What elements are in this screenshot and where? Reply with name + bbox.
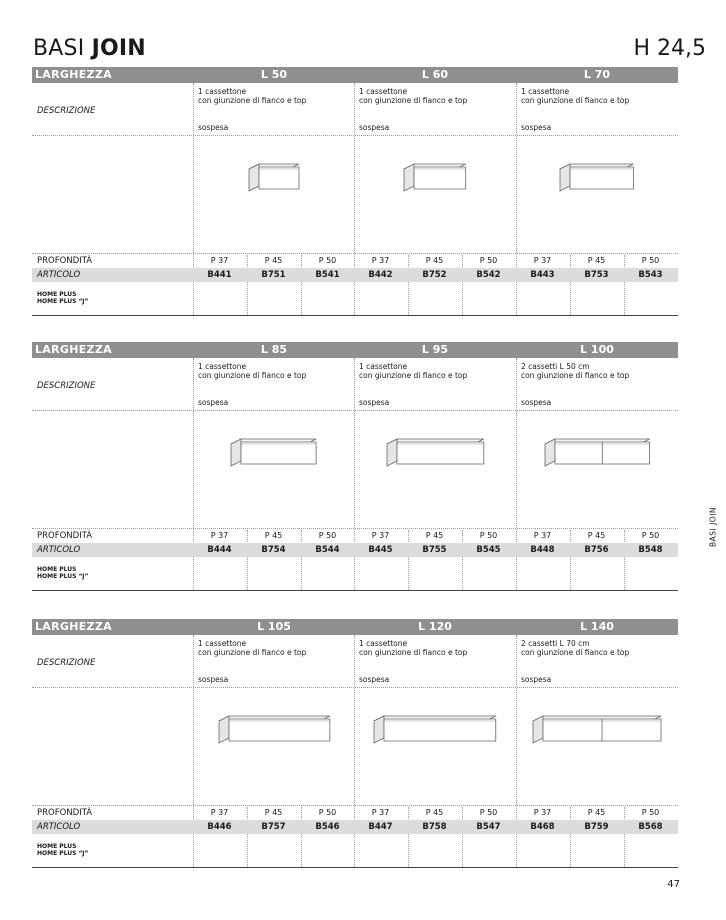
depth-cell: P 45 [587,808,606,817]
depth-cell: P 37 [371,808,390,817]
cabinet-drawing [516,714,678,774]
description-line-1: 1 cassettone [359,639,408,648]
article-code: B759 [584,822,609,832]
depth-cell: P 45 [587,531,606,540]
description-line-1: 2 cassetti L 50 cm [521,362,590,371]
description-line-1: 1 cassettone [198,639,247,648]
section-bottom-rule [32,590,678,591]
mount-type: sospesa [198,398,229,407]
description-line-1: 1 cassettone [359,87,408,96]
mount-type: sospesa [198,675,229,684]
divider-desc [32,410,678,411]
divider-desc [32,135,678,136]
section-header [32,67,678,83]
description-line-2: con giunzione di fianco e top [198,648,307,657]
profondita-label: PROFONDITÀ [37,256,93,266]
side-label [700,482,726,572]
cabinet-drawing-icon [402,162,468,195]
description-line-1: 2 cassetti L 70 cm [521,639,590,648]
cabinet-drawing [516,162,678,222]
depth-cell: P 50 [641,808,660,817]
description-line-1: 1 cassettone [198,87,247,96]
profondita-label: PROFONDITÀ [37,531,93,541]
mount-type: sospesa [521,398,552,407]
depth-cell: P 50 [318,531,337,540]
mount-type: sospesa [359,675,390,684]
page-title [33,36,146,61]
sub-divider [301,530,302,590]
cabinet-drawing-icon [385,437,486,470]
description-line-2: con giunzione di fianco e top [198,371,307,380]
article-code: B754 [261,545,286,555]
articolo-label: ARTICOLO [37,545,81,555]
depth-cell: P 37 [210,531,229,540]
larghezza-label: LARGHEZZA [35,620,112,633]
depth-cell: P 45 [587,256,606,265]
description-line-2: con giunzione di fianco e top [359,648,468,657]
profondita-label: PROFONDITÀ [37,808,93,818]
cabinet-drawing [193,162,355,222]
sub-divider [408,255,409,315]
descrizione-label: DESCRIZIONE [37,658,96,668]
article-code: B757 [261,822,286,832]
divider-desc [32,687,678,688]
sub-divider [301,807,302,867]
width-heading: L 85 [260,343,288,356]
sub-divider [247,530,248,590]
width-heading: L 95 [421,343,449,356]
depth-cell: P 37 [533,531,552,540]
table-section [32,67,678,317]
depth-cell: P 37 [371,531,390,540]
section-bottom-rule [32,315,678,316]
sub-divider [301,255,302,315]
descrizione-label: DESCRIZIONE [37,381,96,391]
width-heading: L 105 [257,620,291,633]
section-bottom-rule [32,867,678,868]
home-plus-label: HOME PLUS [37,566,77,573]
sub-divider [624,530,625,590]
article-code: B751 [261,270,286,280]
description-line-2: con giunzione di fianco e top [521,96,630,105]
depth-cell: P 37 [210,808,229,817]
article-code: B752 [422,270,447,280]
cabinet-drawing [354,162,516,222]
sub-divider [247,807,248,867]
depth-cell: P 45 [425,808,444,817]
article-code: B542 [476,270,501,280]
article-code: B443 [530,270,555,280]
article-code: B541 [315,270,340,280]
article-code: B547 [476,822,501,832]
cabinet-drawing [354,714,516,774]
depth-cell: P 37 [533,808,552,817]
larghezza-label: LARGHEZZA [35,68,112,81]
article-code: B446 [207,822,232,832]
depth-cell: P 45 [264,256,283,265]
depth-cell: P 50 [318,256,337,265]
article-code: B445 [368,545,393,555]
sub-divider [624,807,625,867]
width-heading: L 70 [583,68,611,81]
article-code: B568 [638,822,663,832]
depth-cell: P 50 [641,531,660,540]
width-heading: L 140 [580,620,614,633]
divider-drawing [32,805,678,806]
depth-cell: P 45 [264,531,283,540]
mount-type: sospesa [521,675,552,684]
article-code: B548 [638,545,663,555]
description-line-2: con giunzione di fianco e top [521,371,630,380]
sub-divider [462,530,463,590]
table-section [32,342,678,592]
description-line-1: 1 cassettone [359,362,408,371]
cabinet-drawing-icon [531,714,663,747]
cabinet-drawing [193,437,355,497]
depth-cell: P 45 [264,808,283,817]
larghezza-label: LARGHEZZA [35,343,112,356]
divider-drawing [32,253,678,254]
sub-divider [570,530,571,590]
home-plus-j-label: HOME PLUS “J” [37,298,89,305]
depth-cell: P 45 [425,256,444,265]
article-code: B442 [368,270,393,280]
sub-divider [247,255,248,315]
article-code: B546 [315,822,340,832]
description-line-1: 1 cassettone [198,362,247,371]
sub-divider [570,807,571,867]
section-header [32,342,678,358]
cabinet-drawing-icon [217,714,332,747]
section-header [32,619,678,635]
description-line-2: con giunzione di fianco e top [359,371,468,380]
description-line-2: con giunzione di fianco e top [198,96,307,105]
depth-cell: P 45 [425,531,444,540]
cabinet-drawing [193,714,355,774]
depth-cell: P 50 [479,531,498,540]
cabinet-drawing-icon [372,714,498,747]
home-plus-label: HOME PLUS [37,291,77,298]
cabinet-drawing [516,437,678,497]
mount-type: sospesa [359,123,390,132]
cabinet-drawing-icon [558,162,635,195]
width-heading: L 50 [260,68,288,81]
sub-divider [624,255,625,315]
mount-type: sospesa [198,123,229,132]
article-code: B756 [584,545,609,555]
home-plus-label: HOME PLUS [37,843,77,850]
description-line-2: con giunzione di fianco e top [521,648,630,657]
articolo-label: ARTICOLO [37,822,81,832]
article-code: B447 [368,822,393,832]
depth-cell: P 37 [371,256,390,265]
depth-cell: P 50 [479,256,498,265]
descrizione-label: DESCRIZIONE [37,106,96,116]
article-code: B544 [315,545,340,555]
sub-divider [570,255,571,315]
depth-cell: P 37 [533,256,552,265]
cabinet-drawing-icon [543,437,652,470]
article-code: B545 [476,545,501,555]
width-heading: L 120 [418,620,452,633]
title-light: BASI [33,36,92,61]
articolo-label: ARTICOLO [37,270,81,280]
sub-divider [462,807,463,867]
article-code: B758 [422,822,447,832]
home-plus-j-label: HOME PLUS “J” [37,850,89,857]
article-code: B444 [207,545,232,555]
width-heading: L 60 [421,68,449,81]
cabinet-drawing-icon [247,162,301,195]
title-bold: JOIN [91,36,146,61]
depth-cell: P 50 [479,808,498,817]
table-section [32,619,678,869]
sub-divider [408,530,409,590]
home-plus-j-label: HOME PLUS “J” [37,573,89,580]
cabinet-drawing [354,437,516,497]
article-code: B753 [584,270,609,280]
height-label: H 24,5 [633,36,706,61]
description-line-2: con giunzione di fianco e top [359,96,468,105]
mount-type: sospesa [521,123,552,132]
width-heading: L 100 [580,343,614,356]
article-code: B755 [422,545,447,555]
depth-cell: P 50 [641,256,660,265]
article-code: B543 [638,270,663,280]
sub-divider [462,255,463,315]
cabinet-drawing-icon [229,437,318,470]
article-code: B468 [530,822,555,832]
sub-divider [408,807,409,867]
page-number: 47 [667,879,680,890]
description-line-1: 1 cassettone [521,87,570,96]
article-code: B448 [530,545,555,555]
article-code: B441 [207,270,232,280]
depth-cell: P 50 [318,808,337,817]
side-label-text: BASI JOIN [708,506,718,548]
divider-drawing [32,528,678,529]
mount-type: sospesa [359,398,390,407]
depth-cell: P 37 [210,256,229,265]
